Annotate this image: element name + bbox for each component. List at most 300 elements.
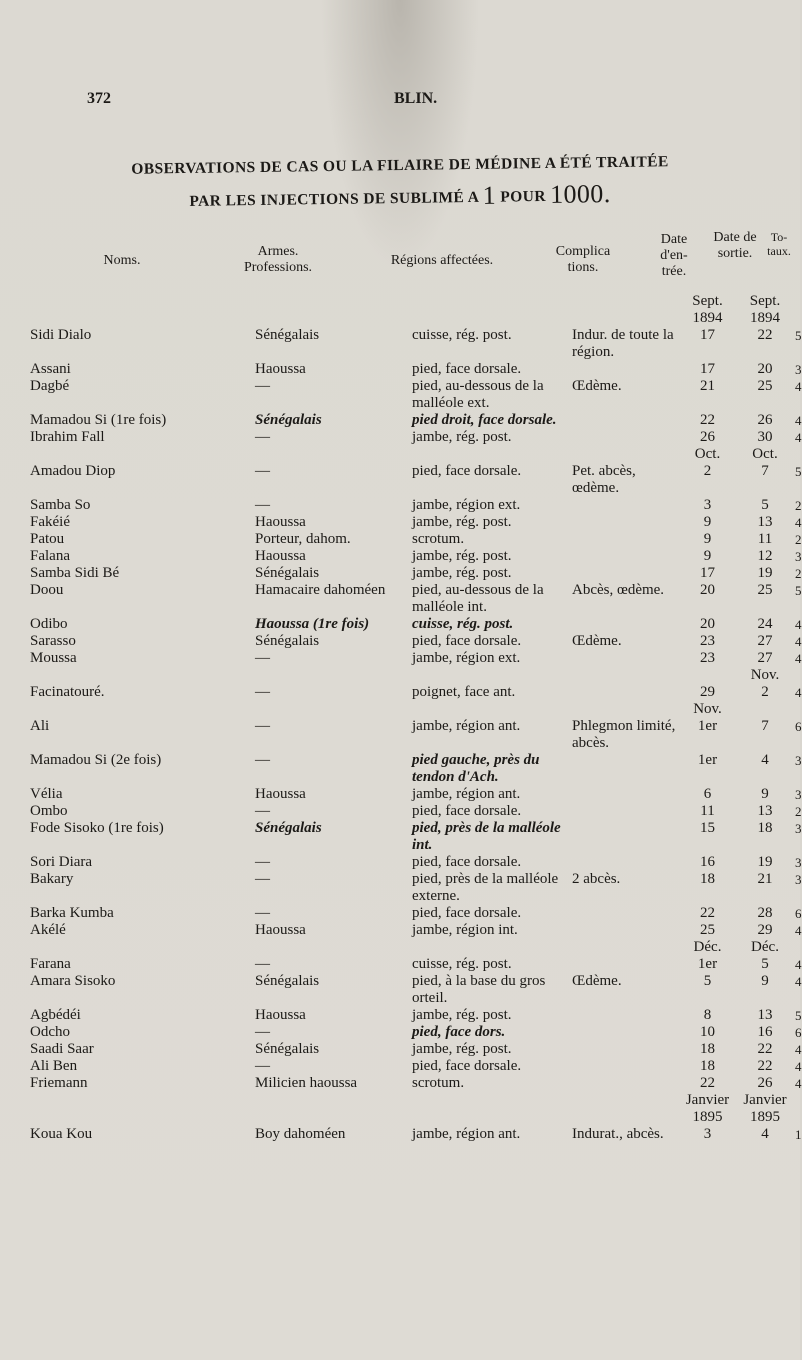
- exit-date: 29: [757, 922, 773, 938]
- affected-region: pied, à la base du gros orteil.: [412, 973, 546, 1006]
- patient-name: Assani: [30, 361, 71, 377]
- table-row: [0, 548, 800, 565]
- total-days: 6: [795, 719, 802, 734]
- exit-date: 7: [761, 718, 769, 734]
- exit-date: 19: [757, 565, 773, 581]
- affected-region: [412, 1092, 572, 1126]
- patient-name: Ombo: [30, 803, 68, 819]
- patient-name: [0, 293, 255, 327]
- total-days: 3: [795, 787, 802, 802]
- profession: Boy dahoméen: [255, 1126, 346, 1142]
- entry-date: 9: [703, 514, 712, 530]
- profession: Sénégalais: [255, 820, 322, 836]
- entry-date: Déc.: [693, 939, 722, 955]
- patient-name: Saadi Saar: [30, 1041, 94, 1057]
- patient-name: Mamadou Si (2e fois): [30, 752, 162, 768]
- total-days: 6: [795, 906, 802, 921]
- affected-region: pied, face dorsale.: [412, 854, 522, 870]
- complications: Abcès, œdème.: [572, 582, 665, 598]
- table-row: [0, 684, 800, 701]
- profession: Sénégalais: [255, 1041, 320, 1057]
- entry-date: Nov.: [693, 701, 722, 717]
- profession: —: [255, 752, 270, 768]
- complications: [572, 361, 680, 378]
- profession: —: [255, 718, 270, 734]
- exit-date: 22: [757, 327, 773, 343]
- complications: Pet. abcès, œdème.: [572, 463, 636, 496]
- profession: Milicien haoussa: [255, 1075, 358, 1091]
- profession: —: [255, 684, 270, 700]
- table-row: [0, 497, 800, 514]
- table-row: [0, 871, 800, 905]
- total-days: [795, 701, 800, 718]
- entry-date: 20: [700, 582, 715, 598]
- patient-name: Ibrahim Fall: [30, 429, 105, 445]
- affected-region: pied, face dorsale.: [412, 803, 522, 819]
- patient-name: Akélé: [30, 922, 66, 938]
- header-date-sortie: Date de sortie.: [713, 230, 757, 261]
- complications: [572, 1007, 680, 1024]
- patient-name: Sidi Dialo: [30, 327, 92, 343]
- entry-date: 18: [700, 1058, 715, 1074]
- affected-region: [412, 446, 572, 463]
- exit-date: 21: [757, 871, 773, 887]
- entry-date: 9: [703, 548, 712, 564]
- patient-name: Vélia: [30, 786, 63, 802]
- affected-region: jambe, rég. post.: [412, 1041, 512, 1057]
- affected-region: [412, 939, 572, 956]
- profession: [255, 293, 412, 327]
- profession: —: [255, 650, 270, 666]
- exit-date: 7: [761, 463, 769, 479]
- exit-date: 9: [761, 973, 769, 989]
- profession: Sénégalais: [255, 412, 322, 428]
- table-row: [0, 1058, 800, 1075]
- exit-date: 28: [757, 905, 773, 921]
- complications: Phlegmon limité, abcès.: [572, 718, 676, 751]
- patient-name: [0, 667, 255, 684]
- patient-name: Samba Sidi Bé: [30, 565, 120, 581]
- exit-date: 19: [757, 854, 773, 870]
- profession: —: [255, 429, 270, 445]
- exit-date: 16: [757, 1024, 773, 1040]
- table-row: [0, 973, 800, 1007]
- total-days: 3: [795, 549, 802, 564]
- patient-name: Ali: [30, 718, 50, 734]
- complications: [572, 1041, 680, 1058]
- profession: [255, 446, 412, 463]
- total-days: [795, 293, 800, 327]
- complications: [572, 497, 680, 514]
- table-row: [0, 718, 800, 752]
- entry-date: 15: [700, 820, 715, 836]
- patient-name: Moussa: [30, 650, 77, 666]
- affected-region: jambe, région int.: [412, 922, 518, 938]
- profession: Porteur, dahom.: [255, 531, 351, 547]
- complications: [572, 429, 680, 446]
- exit-date: Oct.: [752, 446, 778, 462]
- total-days: 4: [795, 923, 802, 938]
- affected-region: pied, au-dessous de la malléole int.: [412, 582, 544, 615]
- table-row: [0, 786, 800, 803]
- table-row: [0, 582, 800, 616]
- patient-name: Odibo: [30, 616, 68, 632]
- complications: [572, 803, 680, 820]
- table-row: [0, 650, 800, 667]
- table-row: [0, 1126, 800, 1143]
- affected-region: scrotum.: [412, 531, 465, 547]
- table-title-line-2: [0, 176, 800, 217]
- entry-date: 5: [703, 973, 712, 989]
- profession: Sénégalais: [255, 327, 320, 343]
- patient-name: Sarasso: [30, 633, 76, 649]
- total-days: 4: [795, 379, 802, 394]
- total-days: 3: [795, 872, 802, 887]
- patient-name: Agbédéi: [30, 1007, 81, 1023]
- profession: Hamacaire dahoméen: [255, 582, 386, 598]
- patient-name: Ali Ben: [30, 1058, 78, 1074]
- complications: [572, 1092, 680, 1126]
- total-days: [795, 1092, 800, 1126]
- patient-name: Odcho: [30, 1024, 70, 1040]
- total-days: 3: [795, 855, 802, 870]
- patient-name: [0, 1092, 255, 1126]
- affected-region: pied, face dors.: [412, 1024, 506, 1040]
- profession: Haoussa: [255, 514, 306, 530]
- header-date-entree: Date d'en- trée.: [660, 232, 688, 279]
- entry-date: Janvier 1895: [685, 1092, 730, 1125]
- exit-date: 25: [757, 378, 773, 394]
- affected-region: jambe, rég. post.: [412, 1007, 512, 1023]
- table-row: [0, 1075, 800, 1092]
- entry-date: 20: [700, 616, 715, 632]
- entry-date: 3: [703, 497, 712, 513]
- title-text: PAR LES INJECTIONS DE SUBLIMÉ A: [189, 188, 479, 210]
- total-days: 2: [795, 804, 802, 819]
- total-days: [795, 939, 800, 956]
- total-days: [795, 446, 800, 463]
- total-days: 4: [795, 430, 802, 445]
- total-days: 4: [795, 1059, 802, 1074]
- table-row: [0, 514, 800, 531]
- affected-region: jambe, région ant.: [412, 1126, 521, 1142]
- header-noms: Noms.: [103, 253, 141, 268]
- exit-date: 13: [757, 1007, 773, 1023]
- table-row: [0, 616, 800, 633]
- affected-region: pied, face dorsale.: [412, 1058, 522, 1074]
- total-days: 2: [795, 498, 802, 513]
- profession: —: [255, 803, 270, 819]
- title-ratio-one: 1: [482, 180, 497, 210]
- table-row: [0, 293, 800, 327]
- exit-date: 27: [757, 633, 773, 649]
- complications: [572, 786, 680, 803]
- total-days: 2: [795, 532, 802, 547]
- total-days: 4: [795, 1076, 802, 1091]
- table-row: [0, 905, 800, 922]
- complications: [572, 820, 680, 854]
- table-row: [0, 1041, 800, 1058]
- complications: [572, 1058, 680, 1075]
- total-days: 4: [795, 413, 802, 428]
- complications: [572, 616, 680, 633]
- exit-date: 5: [761, 497, 769, 513]
- complications: [572, 412, 680, 429]
- exit-date: 27: [757, 650, 773, 666]
- affected-region: cuisse, rég. post.: [412, 956, 512, 972]
- profession: —: [255, 463, 270, 479]
- affected-region: jambe, région ext.: [412, 497, 521, 513]
- total-days: 5: [795, 583, 802, 598]
- patient-name: Samba So: [30, 497, 91, 513]
- complications: [572, 905, 680, 922]
- total-days: 4: [795, 685, 802, 700]
- table-row: [0, 429, 800, 446]
- entry-date: 22: [700, 412, 715, 428]
- patient-name: [0, 446, 255, 463]
- entry-date: 17: [700, 327, 715, 343]
- complications: [572, 701, 680, 718]
- profession: —: [255, 378, 270, 394]
- header-totaux: To- taux.: [767, 230, 791, 258]
- entry-date: 11: [700, 803, 715, 819]
- affected-region: pied, près de la malléole int.: [412, 820, 561, 853]
- affected-region: cuisse, rég. post.: [412, 327, 512, 343]
- exit-date: 4: [761, 1126, 769, 1142]
- table-row: [0, 1092, 800, 1126]
- entry-date: 2: [703, 463, 712, 479]
- exit-date: 20: [757, 361, 773, 377]
- entry-date: 29: [700, 684, 715, 700]
- patient-name: Friemann: [30, 1075, 88, 1091]
- affected-region: pied, face dorsale.: [412, 633, 522, 649]
- exit-date: Janvier 1895: [743, 1092, 787, 1125]
- entry-date: 6: [703, 786, 712, 802]
- entry-date: 17: [700, 361, 715, 377]
- total-days: 4: [795, 974, 802, 989]
- affected-region: [412, 667, 572, 684]
- total-days: 4: [795, 1042, 802, 1057]
- complications: [572, 854, 680, 871]
- exit-date: 18: [757, 820, 773, 836]
- entry-date: 3: [703, 1126, 712, 1142]
- total-days: 2: [795, 566, 802, 581]
- patient-name: Doou: [30, 582, 64, 598]
- patient-name: Facinatouré.: [30, 684, 105, 700]
- entry-date: 1er: [697, 718, 718, 734]
- complications: Indurat., abcès.: [572, 1126, 664, 1142]
- complications: Œdème.: [572, 378, 622, 394]
- patient-name: Barka Kumba: [30, 905, 114, 921]
- entry-date: 1er: [697, 956, 718, 972]
- entry-date: 17: [700, 565, 715, 581]
- complications: [572, 922, 680, 939]
- affected-region: jambe, rég. post.: [412, 548, 512, 564]
- patient-name: Mamadou Si (1re fois): [30, 412, 167, 428]
- complications: [572, 956, 680, 973]
- entry-date: Sept. 1894: [692, 293, 723, 326]
- entry-date: 22: [700, 1075, 715, 1091]
- table-row: [0, 701, 800, 718]
- patient-name: Farana: [30, 956, 71, 972]
- profession: Haoussa: [255, 922, 306, 938]
- total-days: 5: [795, 328, 802, 343]
- exit-date: Sept. 1894: [749, 293, 781, 326]
- profession: Haoussa: [255, 548, 306, 564]
- entry-date: 26: [700, 429, 715, 445]
- affected-region: cuisse, rég. post.: [412, 616, 514, 632]
- page-number: 372: [87, 90, 111, 107]
- table-row: [0, 922, 800, 939]
- title-pour: POUR: [500, 187, 546, 206]
- table-row: [0, 565, 800, 582]
- complications: Œdème.: [572, 973, 622, 989]
- exit-date: Nov.: [750, 667, 780, 683]
- profession: Haoussa (1re fois): [255, 616, 370, 632]
- observations-table: [0, 293, 800, 1143]
- exit-date: 12: [757, 548, 773, 564]
- total-days: 5: [795, 1008, 802, 1023]
- entry-date: 1er: [697, 752, 718, 768]
- profession: —: [255, 497, 270, 513]
- complications: [572, 565, 680, 582]
- running-author: BLIN.: [394, 90, 438, 107]
- complications: [572, 531, 680, 548]
- affected-region: pied droit, face dorsale.: [412, 412, 557, 428]
- total-days: 1: [795, 1127, 802, 1142]
- table-row: [0, 378, 800, 412]
- exit-date: [735, 701, 795, 718]
- table-row: [0, 1007, 800, 1024]
- patient-name: Falana: [30, 548, 70, 564]
- complications: [572, 939, 680, 956]
- complications: [572, 650, 680, 667]
- profession: Haoussa: [255, 361, 306, 377]
- entry-date: 16: [700, 854, 715, 870]
- affected-region: jambe, région ant.: [412, 786, 521, 802]
- exit-date: 13: [757, 514, 773, 530]
- table-title-line-1: OBSERVATIONS DE CAS OU LA FILAIRE DE MÉDINE A ÉTÉ TRAITÉE: [131, 153, 669, 178]
- exit-date: 26: [757, 1075, 773, 1091]
- entry-date: 9: [703, 531, 712, 547]
- complications: Indur. de toute la région.: [572, 327, 674, 360]
- patient-name: [0, 939, 255, 956]
- table-row: [0, 463, 800, 497]
- table-row: [0, 752, 800, 786]
- entry-date: 25: [700, 922, 715, 938]
- patient-name: Dagbé: [30, 378, 70, 394]
- total-days: 4: [795, 617, 802, 632]
- exit-date: 9: [761, 786, 769, 802]
- patient-name: Bakary: [30, 871, 74, 887]
- affected-region: jambe, rég. post.: [412, 565, 512, 581]
- entry-date: 22: [700, 905, 715, 921]
- profession: —: [255, 1058, 270, 1074]
- profession: [255, 1092, 412, 1126]
- exit-date: 2: [761, 684, 769, 700]
- exit-date: 22: [757, 1058, 773, 1074]
- exit-date: 4: [761, 752, 769, 768]
- affected-region: [412, 701, 572, 718]
- total-days: 4: [795, 515, 802, 530]
- exit-date: 13: [757, 803, 773, 819]
- patient-name: Amadou Diop: [30, 463, 116, 479]
- entry-date: 23: [700, 650, 715, 666]
- profession: Sénégalais: [255, 565, 320, 581]
- profession: —: [255, 871, 270, 887]
- entry-date: Oct.: [694, 446, 721, 462]
- total-days: 3: [795, 753, 802, 768]
- exit-date: 22: [757, 1041, 773, 1057]
- table-row: [0, 1024, 800, 1041]
- total-days: 3: [795, 821, 802, 836]
- profession: Haoussa: [255, 1007, 306, 1023]
- entry-date: 8: [703, 1007, 712, 1023]
- patient-name: Fode Sisoko (1re fois): [30, 820, 164, 836]
- affected-region: jambe, rég. post.: [412, 429, 512, 445]
- table-row: [0, 633, 800, 650]
- header-professions: Armes. Professions.: [243, 244, 313, 275]
- affected-region: pied, au-dessous de la malléole ext.: [412, 378, 544, 411]
- total-days: 3: [795, 362, 802, 377]
- exit-date: Déc.: [751, 939, 779, 955]
- complications: [572, 667, 680, 684]
- affected-region: pied, face dorsale.: [412, 361, 522, 377]
- profession: —: [255, 905, 270, 921]
- affected-region: poignet, face ant.: [412, 684, 516, 700]
- exit-date: 5: [761, 956, 769, 972]
- affected-region: pied, face dorsale.: [412, 905, 522, 921]
- profession: —: [255, 854, 270, 870]
- profession: —: [255, 956, 270, 972]
- profession: [255, 667, 412, 684]
- profession: Sénégalais: [255, 973, 320, 989]
- title-ratio-thousand: 1000.: [549, 179, 611, 209]
- affected-region: jambe, rég. post.: [412, 514, 512, 530]
- complications: 2 abcès.: [572, 871, 621, 887]
- entry-date: 10: [700, 1024, 715, 1040]
- patient-name: Amara Sisoko: [30, 973, 116, 989]
- entry-date: [680, 667, 735, 684]
- total-days: 4: [795, 957, 802, 972]
- table-row: [0, 854, 800, 871]
- total-days: 6: [795, 1025, 802, 1040]
- entry-date: 21: [700, 378, 715, 394]
- entry-date: 18: [700, 871, 715, 887]
- table-row: [0, 956, 800, 973]
- exit-date: 26: [757, 412, 773, 428]
- table-row: [0, 820, 800, 854]
- profession: Sénégalais: [255, 633, 320, 649]
- header-complications: Complica tions.: [555, 244, 611, 275]
- affected-region: scrotum.: [412, 1075, 465, 1091]
- entry-date: 23: [700, 633, 715, 649]
- affected-region: jambe, région ant.: [412, 718, 521, 734]
- profession: —: [255, 1024, 270, 1040]
- total-days: 4: [795, 634, 802, 649]
- total-days: [795, 667, 800, 684]
- table-row: [0, 531, 800, 548]
- table-row: [0, 412, 800, 429]
- complications: [572, 514, 680, 531]
- complications: [572, 548, 680, 565]
- patient-name: Koua Kou: [30, 1126, 93, 1142]
- complications: [572, 752, 680, 786]
- profession: [255, 701, 412, 718]
- exit-date: 24: [757, 616, 773, 632]
- table-row: [0, 327, 800, 361]
- table-row: [0, 446, 800, 463]
